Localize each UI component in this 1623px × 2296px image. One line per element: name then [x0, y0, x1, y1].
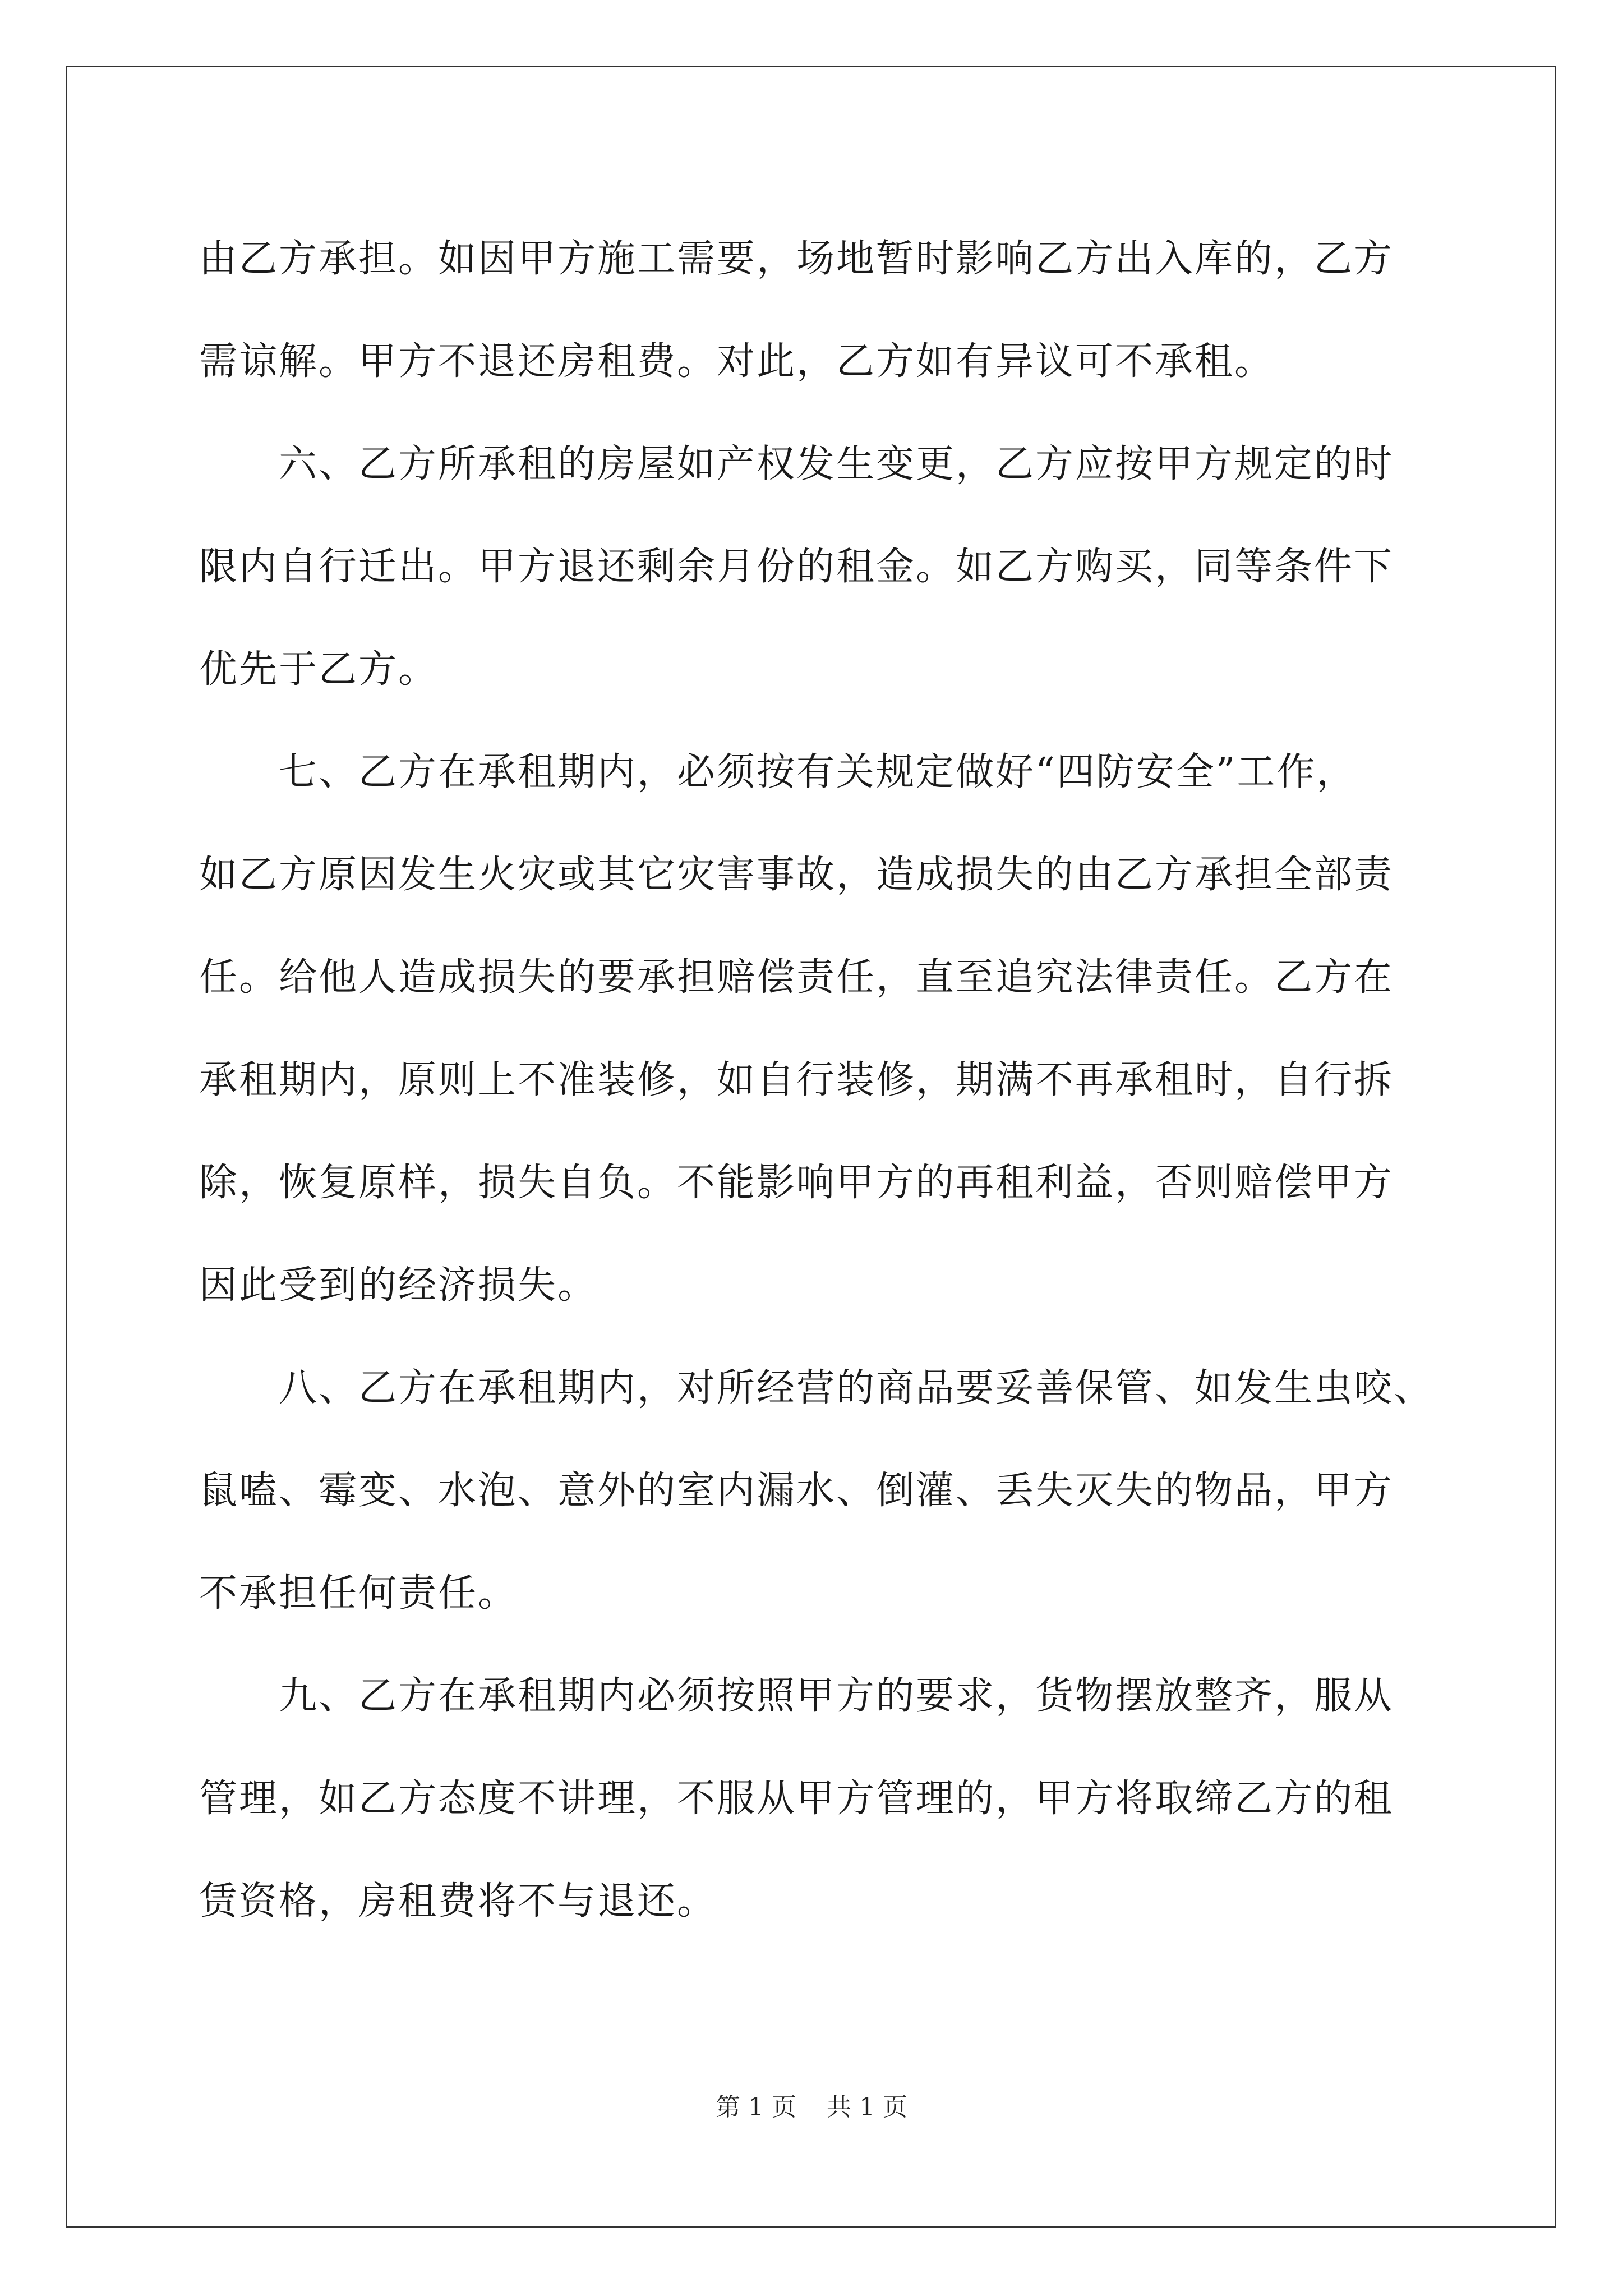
text-line: 因此受到的经济损失。 — [199, 1263, 598, 1308]
text-line: 由乙方承担。如因甲方施工需要，场地暂时影响乙方出入库的，乙方 — [199, 237, 1394, 281]
text-line: 九、乙方在承租期内必须按照甲方的要求，货物摆放整齐，服从 — [199, 1674, 1394, 1718]
page-footer — [0, 2087, 1623, 2123]
text-line: 不承担任何责任。 — [199, 1571, 518, 1616]
page-number-total: 共 1 页 — [827, 2093, 907, 2122]
text-line: 如乙方原因发生火灾或其它灾害事故，造成损失的由乙方承担全部责 — [199, 853, 1394, 897]
text-line: 需谅解。甲方不退还房租费。对此，乙方如有异议可不承租。 — [199, 339, 1275, 384]
text-line: 任。给他人造成损失的要承担赔偿责任，直至追究法律责任。乙方在 — [199, 955, 1394, 1000]
text-line: 优先于乙方。 — [199, 647, 439, 692]
text-line: 限内自行迁出。甲方退还剩余月份的租金。如乙方购买，同等条件下 — [199, 545, 1394, 589]
text-line: 除，恢复原样，损失自负。不能影响甲方的再租利益，否则赔偿甲方 — [199, 1161, 1394, 1205]
text-line: 六、乙方所承租的房屋如产权发生变更，乙方应按甲方规定的时 — [199, 442, 1394, 486]
text-line: 承租期内，原则上不准装修，如自行装修，期满不再承租时，自行拆 — [199, 1058, 1394, 1102]
text-line: 七、乙方在承租期内，必须按有关规定做好“四防安全”工作， — [199, 750, 1357, 794]
text-line: 赁资格，房租费将不与退还。 — [199, 1879, 717, 1924]
text-line: 鼠嗑、霉变、水泡、意外的室内漏水、倒灌、丢失灭失的物品，甲方 — [199, 1469, 1394, 1513]
document-body — [199, 208, 1444, 1953]
text-line: 管理，如乙方态度不讲理，不服从甲方管理的，甲方将取缔乙方的租 — [199, 1777, 1394, 1821]
page-number-current: 第 1 页 — [716, 2093, 796, 2122]
text-line: 八、乙方在承租期内，对所经营的商品要妥善保管、如发生虫咬、 — [199, 1366, 1434, 1410]
